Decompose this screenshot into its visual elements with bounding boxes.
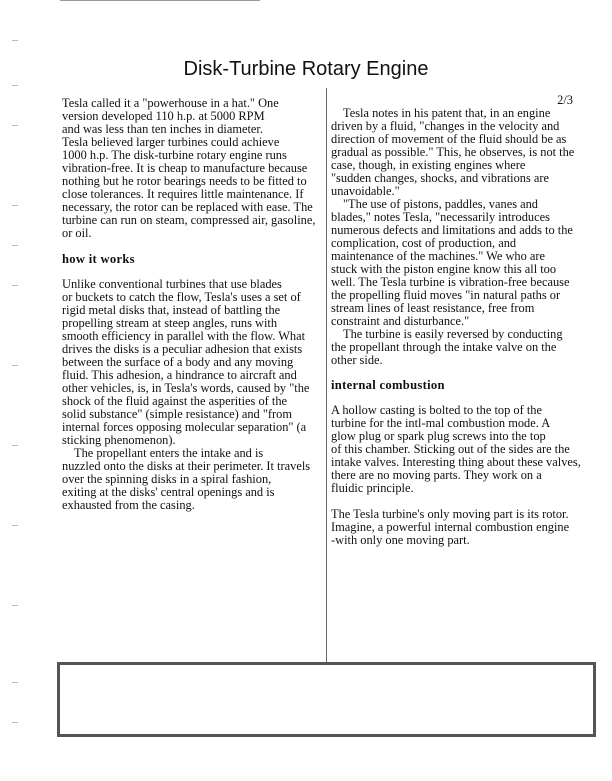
text-line: complication, cost of production, and <box>331 236 517 250</box>
text-line: Unlike conventional turbines that use blades <box>62 277 282 291</box>
text-line: intake valves. Interesting thing about these valves, <box>331 455 581 469</box>
margin-mark <box>12 40 18 41</box>
margin-mark <box>12 205 18 206</box>
text-line: solid substance" (simple resistance) and "from <box>62 407 292 421</box>
intro-paragraph <box>62 97 324 240</box>
text-line: Tesla notes in his patent that, in an engine <box>343 106 551 120</box>
text-line: over the spinning disks in a spiral fashion, <box>62 472 272 486</box>
text-line: driven by a fluid, "changes in the velocity and <box>331 119 560 133</box>
text-line: gradual as possible." This, he observes, is not the <box>331 145 575 159</box>
text-line: necessary, the rotor can be replaced with ease. The <box>62 200 313 214</box>
how-it-works-paragraph <box>62 278 324 447</box>
empty-bordered-box <box>57 662 596 737</box>
section-heading-internal-combustion: internal combustion <box>331 378 445 392</box>
text-line: turbine for the intl-mal combustion mode. A <box>331 416 551 430</box>
text-line: "The use of pistons, paddles, vanes and <box>343 197 539 211</box>
text-line: The Tesla turbine's only moving part is its rotor. <box>331 507 569 521</box>
text-line: stuck with the piston engine know this all too <box>331 262 557 276</box>
text-line: of this chamber. Sticking out of the sides are the <box>331 442 570 456</box>
margin-mark <box>12 445 18 446</box>
text-line: "sudden changes, shocks, and vibrations are <box>331 171 550 185</box>
text-line: The turbine is easily reversed by conducting <box>343 327 563 341</box>
text-line: or oil. <box>62 226 92 240</box>
text-line: the propellant through the intake valve on the <box>331 340 557 354</box>
margin-mark <box>12 125 18 126</box>
page-number: 2/3 <box>557 93 573 107</box>
text-line: and was less than ten inches in diameter. <box>62 122 263 136</box>
text-line: Tesla called it a "powerhouse in a hat." One <box>62 96 279 110</box>
closing-paragraph <box>331 508 597 547</box>
pistons-paragraph <box>331 198 597 328</box>
text-line: 1000 h.p. The disk-turbine rotary engine runs <box>62 148 287 162</box>
margin-mark <box>12 85 18 86</box>
reversal-paragraph <box>331 328 597 367</box>
text-line: case, though, in existing engines where <box>331 158 526 172</box>
text-line: glow plug or spark plug screws into the top <box>331 429 546 443</box>
text-line: fluidic principle. <box>331 481 414 495</box>
margin-mark <box>12 605 18 606</box>
text-line: close tolerances. It requires little maintenance. If <box>62 187 304 201</box>
column-divider <box>326 88 327 662</box>
text-line: nuzzled onto the disks at their perimeter. It travels <box>62 459 311 473</box>
text-line: propelling stream at steep angles, runs with <box>62 316 278 330</box>
patent-paragraph <box>331 107 597 198</box>
text-line: Tesla believed larger turbines could achieve <box>62 135 280 149</box>
text-line: turbine can run on steam, compressed air, gasoline, <box>62 213 316 227</box>
propellant-paragraph <box>62 447 324 512</box>
margin-mark <box>12 285 18 286</box>
text-line: stream lines of least resistance, free from <box>331 301 535 315</box>
text-line: blades," notes Tesla, "necessarily introduces <box>331 210 550 224</box>
text-line: exhausted from the casing. <box>62 498 195 512</box>
margin-mark <box>12 682 18 683</box>
text-line: smooth efficiency in parallel with the flow. What <box>62 329 306 343</box>
text-line: Imagine, a powerful internal combustion engine <box>331 520 570 534</box>
combustion-paragraph <box>331 404 597 495</box>
left-column <box>62 91 324 512</box>
text-line: maintenance of the machines." We who are <box>331 249 546 263</box>
text-line: version developed 110 h.p. at 5000 RPM <box>62 109 265 123</box>
text-line: exiting at the disks' central openings and is <box>62 485 275 499</box>
text-line: The propellant enters the intake and is <box>74 446 264 460</box>
text-line: shock of the fluid against the asperities of the <box>62 394 288 408</box>
text-line: rigid metal disks that, instead of battling the <box>62 303 281 317</box>
text-line: nothing but he rotor bearings needs to be fitted to <box>62 174 307 188</box>
page-title: Disk-Turbine Rotary Engine <box>183 58 429 80</box>
text-line: unavoidable." <box>331 184 400 198</box>
margin-mark <box>12 365 18 366</box>
section-heading-how-it-works: how it works <box>62 252 135 266</box>
text-line: or buckets to catch the flow, Tesla's uses a set of <box>62 290 301 304</box>
text-line: fluid. This adhesion, a hindrance to aircraft and <box>62 368 297 382</box>
text-line: there are no moving parts. They work on a <box>331 468 542 482</box>
text-line: sticking phenomenon). <box>62 433 176 447</box>
text-line: vibration-free. It is cheap to manufacture because <box>62 161 308 175</box>
text-line: -with only one moving part. <box>331 533 470 547</box>
right-column <box>331 94 597 547</box>
text-line: the propelling fluid moves "in natural paths or <box>331 288 561 302</box>
text-line: drives the disks is a peculiar adhesion that exists <box>62 342 303 356</box>
margin-mark <box>12 722 18 723</box>
text-line: constraint and disturbance." <box>331 314 470 328</box>
text-line: numerous defects and limitations and adds to the <box>331 223 573 237</box>
text-line: other vehicles, is, in Tesla's words, caused by "the <box>62 381 310 395</box>
text-line: between the surface of a body and any moving <box>62 355 294 369</box>
text-line: other side. <box>331 353 383 367</box>
text-line: direction of movement of the fluid should be as <box>331 132 567 146</box>
text-line: well. The Tesla turbine is vibration-free because <box>331 275 570 289</box>
text-line: A hollow casting is bolted to the top of the <box>331 403 542 417</box>
text-line: internal forces opposing molecular separation" (a <box>62 420 307 434</box>
margin-mark <box>12 525 18 526</box>
margin-mark <box>12 245 18 246</box>
scan-edge-line <box>60 0 260 1</box>
